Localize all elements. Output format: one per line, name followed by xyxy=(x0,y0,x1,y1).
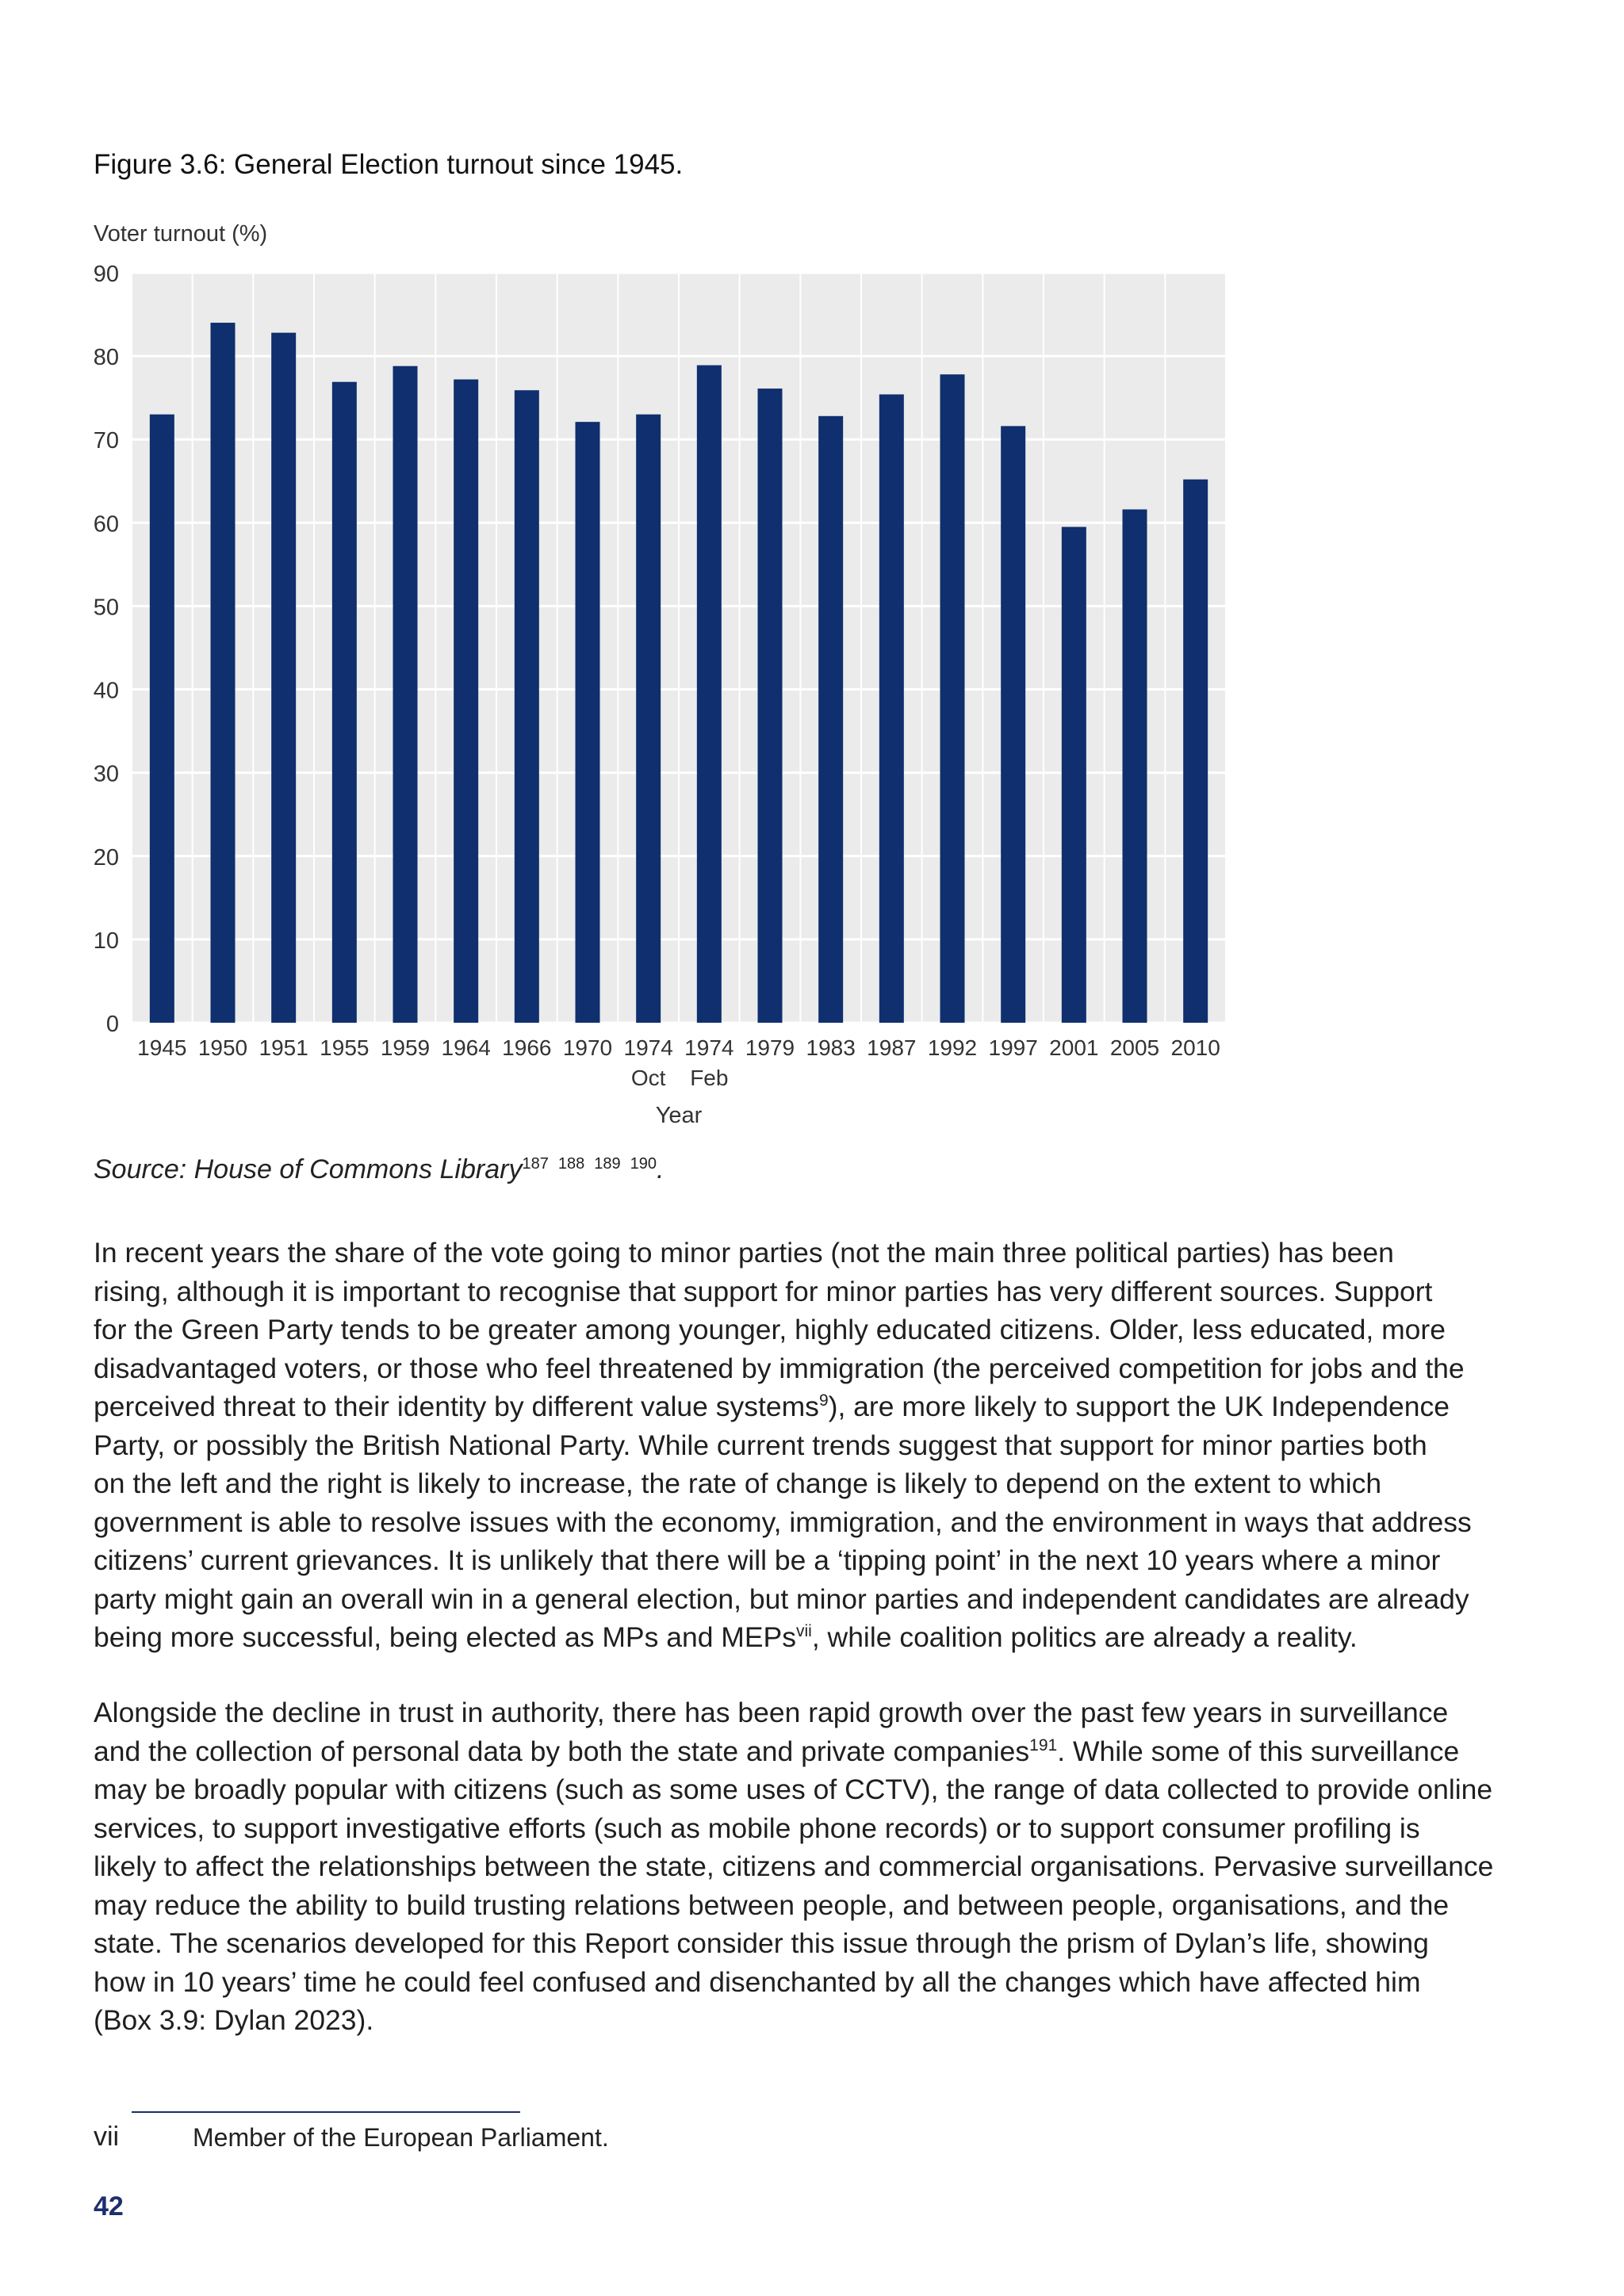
source-ref: 188 xyxy=(557,1154,585,1173)
text-line: likely to affect the relationships between the state, citizens and commercial organisations. Pervasive surveillance xyxy=(94,1850,1494,1882)
x-tick-label: 2005 xyxy=(1109,1035,1160,1060)
x-tick-label: 1945 xyxy=(137,1035,187,1060)
text-line: Party, or possibly the British National Party. While current trends suggest that support for minor parties both xyxy=(94,1429,1427,1461)
paragraph-minor-parties xyxy=(94,1234,1472,1657)
y-tick-label: 70 xyxy=(93,428,119,454)
chart-svg xyxy=(0,0,1624,1142)
x-tick-label: 1966 xyxy=(502,1035,552,1060)
bar xyxy=(454,380,478,1023)
x-tick-label: Feb xyxy=(690,1066,729,1090)
y-tick-label: 40 xyxy=(93,678,119,704)
text-line: may reduce the ability to build trusting relations between people, and between people, organisations, and the xyxy=(94,1888,1450,1921)
bar xyxy=(271,333,296,1023)
figure-source xyxy=(94,1154,664,1185)
text-line: (Box 3.9: Dylan 2023). xyxy=(94,2004,374,2036)
x-tick-label: 1979 xyxy=(745,1035,795,1060)
bar xyxy=(636,415,661,1023)
text-line: citizens’ current grievances. It is unlikely that there will be a ‘tipping point’ in the next 10 years where a minor xyxy=(94,1544,1441,1576)
y-tick-label: 0 xyxy=(105,1012,119,1037)
text-line: rising, although it is important to recognise that support for minor parties has very different sources. Support xyxy=(94,1275,1433,1307)
text-line xyxy=(94,1387,1457,1426)
text-line: how in 10 years’ time he could feel confused and disenchanted by all the changes which have affected him xyxy=(94,1965,1421,1998)
bar xyxy=(940,374,965,1023)
footnote-text: Member of the European Parliament. xyxy=(193,2123,609,2152)
text-segment: perceived threat to their identity by different value systems xyxy=(94,1391,819,1422)
text-line: may be broadly popular with citizens (such as some uses of CCTV), the range of data collected to provide online xyxy=(94,1774,1493,1805)
bar xyxy=(150,415,174,1023)
text-line xyxy=(94,1618,1457,1657)
x-tick-label: 1992 xyxy=(927,1035,978,1060)
text-segment: , while coalition politics are already a reality. xyxy=(811,1621,1358,1653)
text-line: for the Green Party tends to be greater among younger, highly educated citizens. Older, less educated, more xyxy=(94,1314,1446,1345)
bar xyxy=(1123,510,1147,1023)
text-line: Alongside the decline in trust in authority, there has been rapid growth over the past few years in surveillance xyxy=(94,1697,1449,1728)
text-line: on the left and the right is likely to increase, the rate of change is likely to depend on the extent to which xyxy=(94,1468,1382,1499)
bar xyxy=(818,416,843,1023)
text-segment: ), are more likely to support the UK Independence xyxy=(828,1391,1450,1422)
bar xyxy=(1001,426,1025,1023)
turnout-chart xyxy=(0,0,1624,1142)
paragraph-surveillance xyxy=(94,1693,1494,2040)
bar xyxy=(515,390,539,1023)
source-ref: 187 xyxy=(522,1154,549,1173)
footnote-ref: 9 xyxy=(818,1391,829,1410)
x-tick-label: 1970 xyxy=(562,1035,613,1060)
text-line: state. The scenarios developed for this Report consider this issue through the prism of Dylan’s life, showing xyxy=(94,1927,1429,1959)
y-tick-label: 30 xyxy=(93,761,119,787)
x-tick-label: 1974 xyxy=(623,1035,673,1060)
bar xyxy=(1062,527,1086,1023)
text-segment: being more successful, being elected as MPs and MEPs xyxy=(94,1621,796,1653)
x-axis-label: Year xyxy=(655,1103,703,1128)
footnote-ref: 191 xyxy=(1029,1735,1058,1755)
y-tick-label: 10 xyxy=(93,928,119,954)
x-tick-label: 2010 xyxy=(1170,1035,1220,1060)
text-line: In recent years the share of the vote going to minor parties (not the main three political parties) has been xyxy=(94,1237,1394,1269)
y-axis-label: Voter turnout (%) xyxy=(94,221,268,247)
figure-title: Figure 3.6: General Election turnout since 1945. xyxy=(94,149,684,180)
bar xyxy=(758,388,783,1023)
y-tick-label: 50 xyxy=(93,595,119,621)
source-ref: 190 xyxy=(630,1154,657,1173)
bar xyxy=(697,365,722,1023)
x-tick-label: Oct xyxy=(630,1066,666,1090)
source-ref: 189 xyxy=(594,1154,621,1173)
x-tick-label: 1959 xyxy=(380,1035,431,1060)
footnote-ref: vii xyxy=(795,1622,812,1641)
source-end: . xyxy=(656,1154,665,1184)
x-tick-label: 1951 xyxy=(259,1035,308,1060)
text-segment: . While some of this surveillance xyxy=(1057,1735,1460,1767)
bar xyxy=(332,382,357,1023)
x-tick-label: 1983 xyxy=(806,1035,856,1060)
x-tick-label: 1964 xyxy=(441,1035,491,1060)
x-tick-label: 1987 xyxy=(867,1035,917,1060)
text-line: services, to support investigative efforts (such as mobile phone records) or to support consumer profiling is xyxy=(94,1812,1420,1844)
x-tick-label: 1955 xyxy=(320,1035,370,1060)
x-tick-label: 2001 xyxy=(1049,1035,1099,1060)
x-tick-label: 1950 xyxy=(197,1035,248,1060)
y-tick-label: 90 xyxy=(93,262,119,287)
source-text: Source: House of Commons Library xyxy=(94,1154,523,1184)
y-tick-label: 80 xyxy=(93,345,119,371)
text-line: disadvantaged voters, or those who feel threatened by immigration (the perceived competition for jobs and the xyxy=(94,1352,1465,1384)
y-tick-label: 20 xyxy=(93,844,119,871)
text-line xyxy=(94,1732,1460,1771)
bar xyxy=(879,394,904,1023)
x-tick-label: 1997 xyxy=(988,1035,1038,1060)
y-tick-label: 60 xyxy=(93,511,119,538)
page-number: 42 xyxy=(94,2191,124,2221)
footnote-marker: vii xyxy=(94,2122,120,2152)
bar xyxy=(393,366,418,1023)
bar xyxy=(211,323,236,1023)
bar xyxy=(1183,480,1208,1023)
text-line: party might gain an overall win in a general election, but minor parties and independent candidates are already xyxy=(94,1582,1469,1615)
text-line: government is able to resolve issues with the economy, immigration, and the environment in ways that address xyxy=(94,1506,1472,1538)
text-segment: and the collection of personal data by both the state and private companies xyxy=(94,1735,1030,1767)
footnote-divider xyxy=(132,2111,520,2113)
source-refs xyxy=(522,1155,657,1173)
bar xyxy=(576,422,600,1023)
x-tick-label: 1974 xyxy=(684,1035,734,1060)
